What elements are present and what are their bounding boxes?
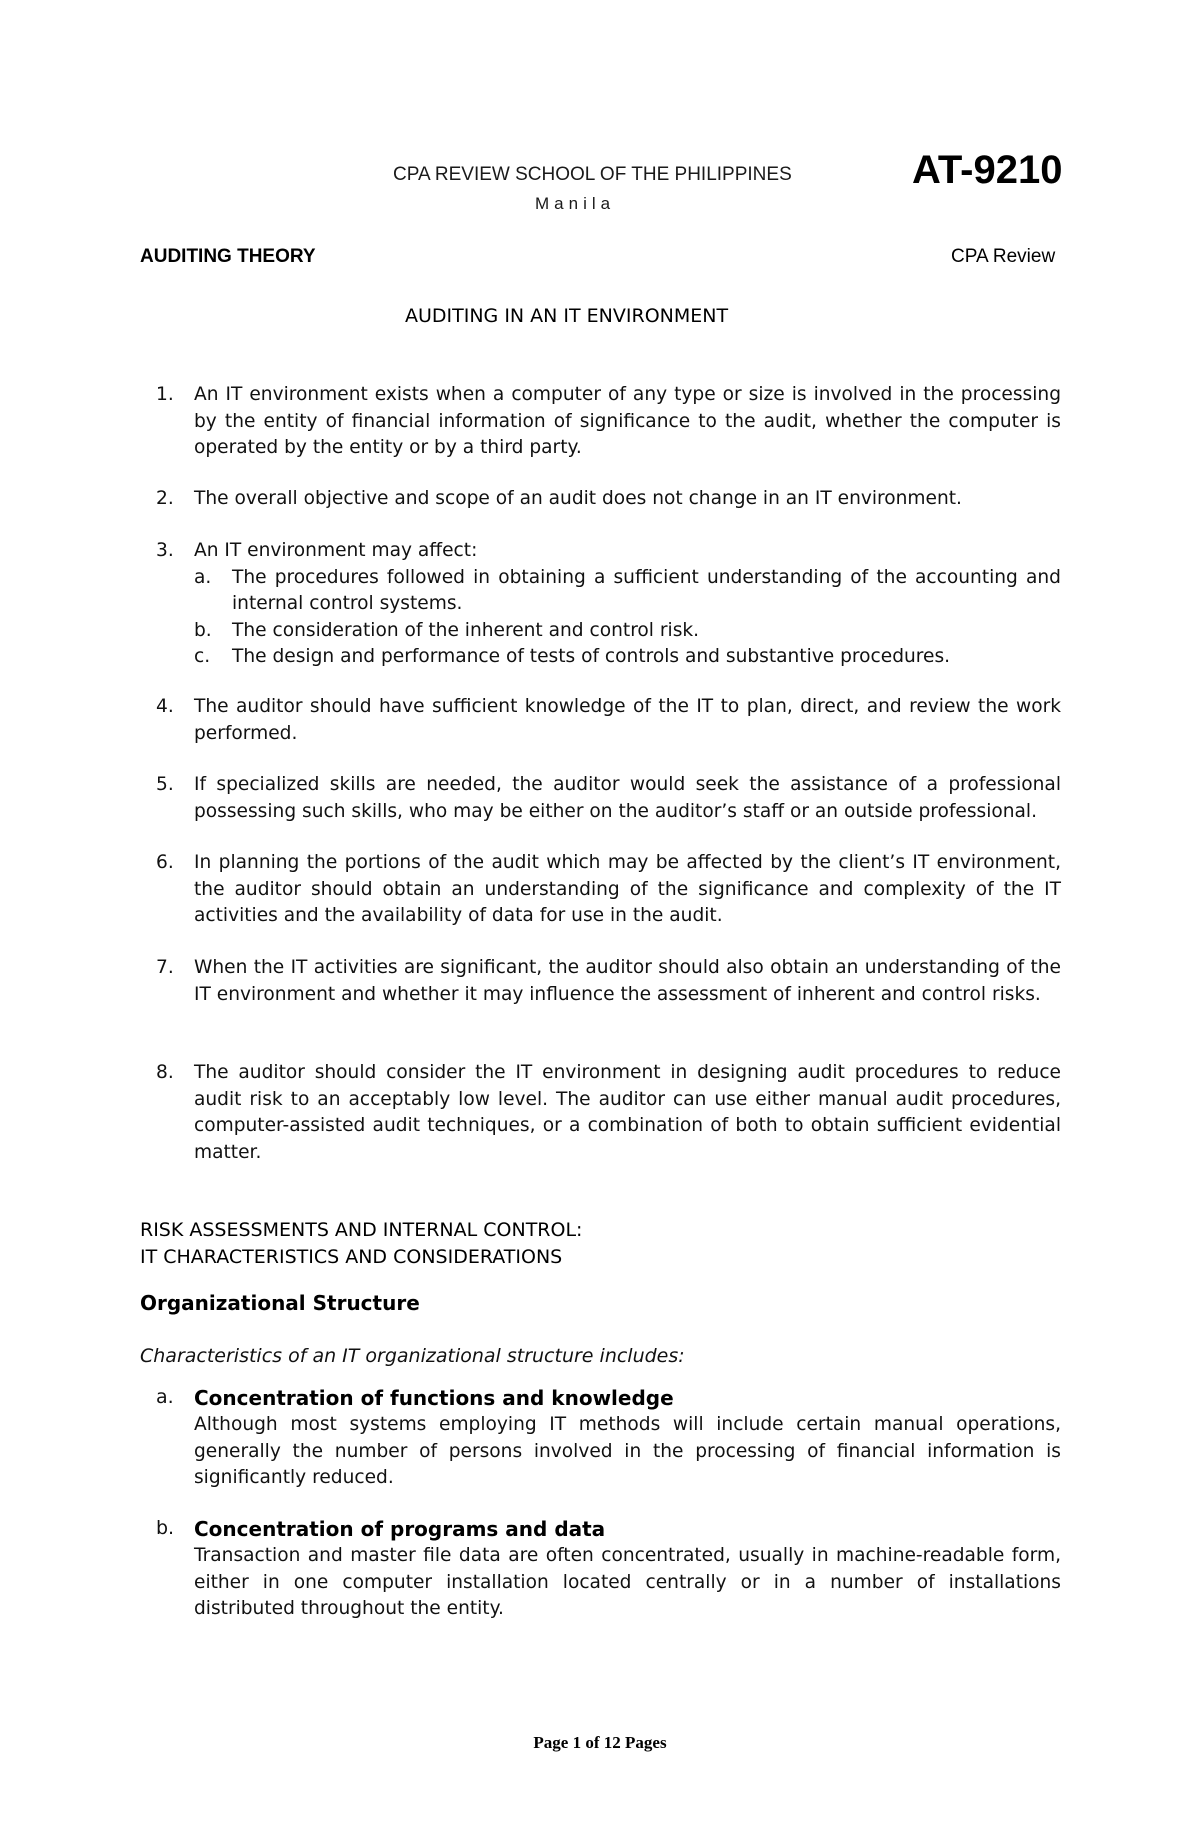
sub-letter: c. xyxy=(194,646,211,667)
item-number: 3. xyxy=(156,540,174,561)
item-text: In planning the portions of the audit which may be affected by the client’s IT environment, the auditor should obtain an understanding of the significance and complexity of the IT activities and the availability of data for use in the audit. xyxy=(194,852,1061,926)
numbered-list xyxy=(156,850,1061,930)
numbered-list xyxy=(156,955,1061,1008)
list-item-3 xyxy=(156,538,1061,671)
list-item-6 xyxy=(156,850,1061,930)
item-text: The auditor should consider the IT environment in designing audit procedures to reduce audit risk to an acceptably low level. The auditor can use either manual audit procedures, computer-assisted audit techniques, or a combination of both to obtain sufficient evidential matter. xyxy=(194,1062,1061,1163)
page-footer: Page 1 of 12 Pages xyxy=(533,1733,667,1752)
sub-item-b xyxy=(194,618,1061,645)
document-code: AT-9210 xyxy=(912,148,1063,192)
item-text: The auditor should have sufficient knowledge of the IT to plan, direct, and review the work performed. xyxy=(194,696,1061,744)
review-label: CPA Review xyxy=(951,246,1056,267)
numbered-list xyxy=(156,694,1061,747)
sub-text: The procedures followed in obtaining a sufficient understanding of the accounting and internal control systems. xyxy=(232,566,1061,614)
item-letter: b. xyxy=(156,1517,175,1539)
characteristic-title: Concentration of functions and knowledge xyxy=(194,1386,674,1410)
characteristic-text: Although most systems employing IT methods will include certain manual operations, generally the number of persons involved in the processing of financial information is significantly reduced. xyxy=(194,1414,1061,1488)
item-text: The overall objective and scope of an audit does not change in an IT environment. xyxy=(194,488,962,509)
org-structure-heading: Organizational Structure xyxy=(140,1291,420,1315)
numbered-list xyxy=(156,538,1061,671)
sub-text: The consideration of the inherent and control risk. xyxy=(232,619,700,641)
school-city: Manila xyxy=(535,194,616,213)
item-number: 8. xyxy=(156,1062,174,1083)
characteristic-item-a xyxy=(156,1384,1061,1492)
numbered-list xyxy=(156,772,1061,825)
numbered-list xyxy=(156,382,1061,462)
item-number: 2. xyxy=(156,488,174,509)
item-number: 4. xyxy=(156,696,174,717)
sub-letter: b. xyxy=(194,619,212,641)
document-title: AUDITING IN AN IT ENVIRONMENT xyxy=(405,305,729,327)
list-item-2 xyxy=(156,486,1061,513)
sub-letter: a. xyxy=(194,566,212,588)
item-text: If specialized skills are needed, the auditor would seek the assistance of a professional possessing such skills, who may be either on the auditor’s staff or an outside professional. xyxy=(194,774,1061,822)
subject-label: AUDITING THEORY xyxy=(140,246,316,267)
sub-item-a xyxy=(194,565,1061,618)
list-item-7 xyxy=(156,955,1061,1008)
item-number: 5. xyxy=(156,774,174,795)
item-text: An IT environment may affect: xyxy=(194,540,478,561)
school-name: CPA REVIEW SCHOOL OF THE PHILIPPINES xyxy=(393,164,792,185)
list-item-4 xyxy=(156,694,1061,747)
list-item-8 xyxy=(156,1060,1061,1166)
list-item-1 xyxy=(156,382,1061,462)
sub-item-c xyxy=(194,644,1061,671)
numbered-list xyxy=(156,1060,1061,1166)
characteristic-text: Transaction and master file data are often concentrated, usually in machine-readable form, either in one computer installation located centrally or in a number of installations distributed throughout the entity. xyxy=(194,1545,1061,1619)
section-subheading: IT CHARACTERISTICS AND CONSIDERATIONS xyxy=(140,1246,563,1268)
section-heading: RISK ASSESSMENTS AND INTERNAL CONTROL: xyxy=(140,1219,583,1241)
numbered-list xyxy=(156,486,1061,513)
item-letter: a. xyxy=(156,1386,174,1408)
item-number: 7. xyxy=(156,957,174,978)
characteristics-intro: Characteristics of an IT organizational structure includes: xyxy=(140,1345,685,1367)
characteristic-title: Concentration of programs and data xyxy=(194,1517,606,1541)
list-item-5 xyxy=(156,772,1061,825)
sub-text: The design and performance of tests of controls and substantive procedures. xyxy=(232,646,951,667)
item-text: When the IT activities are significant, the auditor should also obtain an understanding of the IT environment and whether it may influence the assessment of inherent and control risks. xyxy=(194,957,1061,1005)
item-text: An IT environment exists when a computer of any type or size is involved in the processing by the entity of financial information of significance to the audit, whether the computer is operated by the entity or by a third party. xyxy=(194,384,1061,458)
item-number: 6. xyxy=(156,852,174,873)
characteristic-item-b xyxy=(156,1515,1061,1623)
item-number: 1. xyxy=(156,384,174,405)
